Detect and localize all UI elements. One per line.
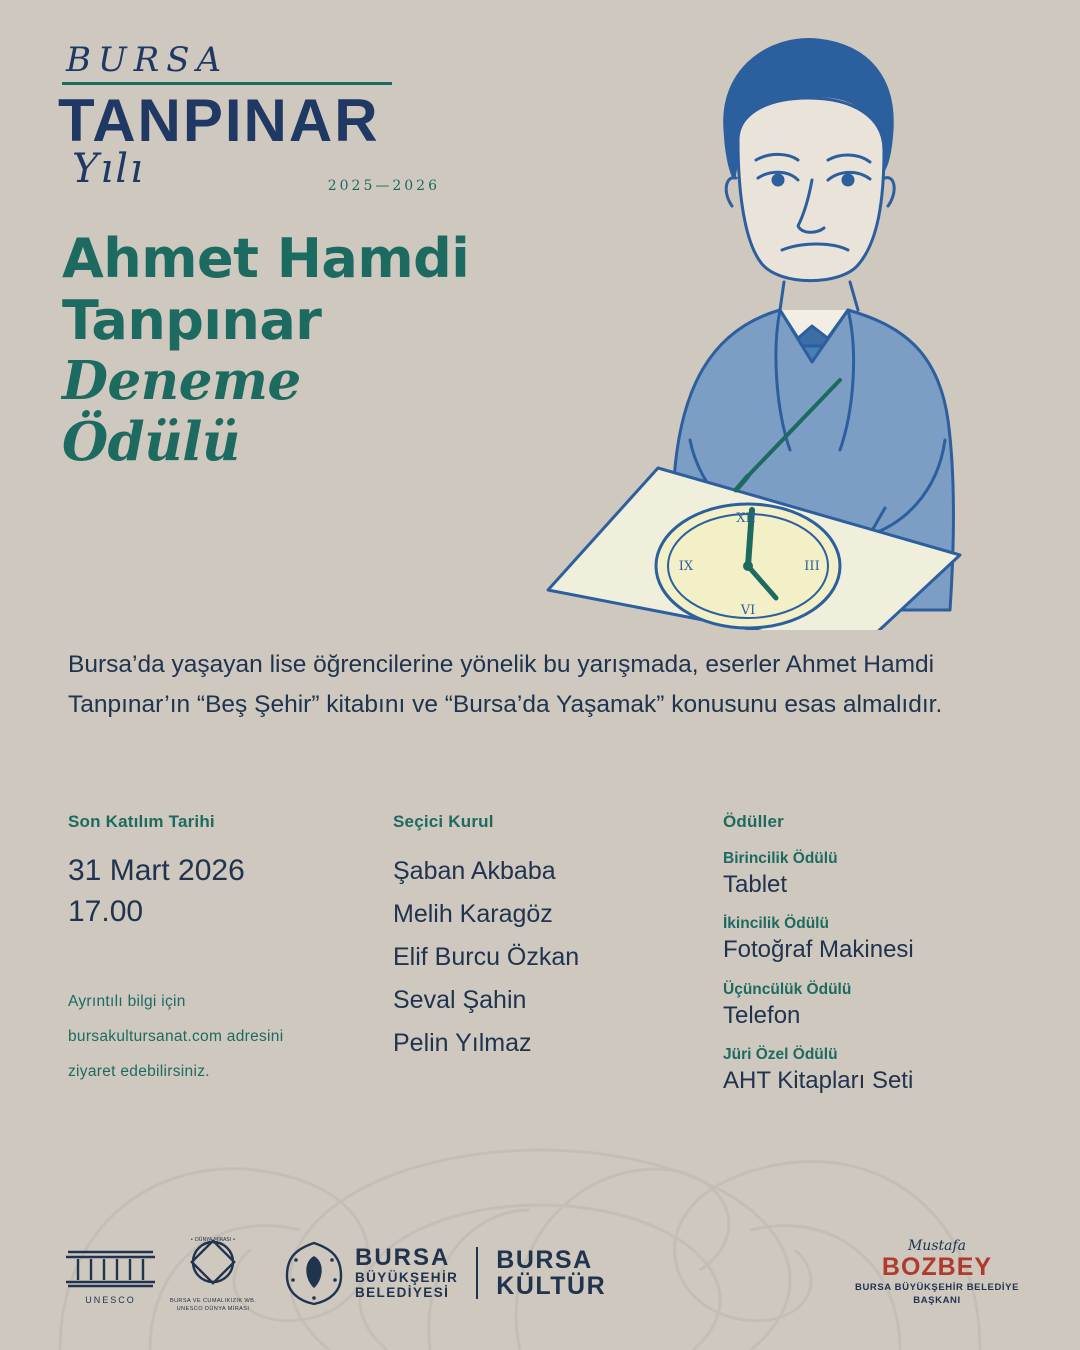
prize-value: Fotoğraf Makinesi (723, 936, 914, 964)
bursa-kultur-line-2: KÜLTÜR (496, 1272, 607, 1300)
jury-member: Pelin Yılmaz (393, 1029, 532, 1057)
svg-text:IX: IX (678, 559, 694, 574)
mayor-signature-block (852, 1238, 1022, 1308)
prize-label: Jüri Özel Ödülü (723, 1046, 838, 1064)
heritage-caption: BURSA VE CUMALIKIZIK WB. UNESCO DÜNYA MİRASI (169, 1298, 257, 1313)
tanpinar-portrait-illustration (540, 10, 1060, 630)
contest-description: Bursa’da yaşayan lise öğrencilerine yönelik bu yarışmada, eserler Ahmet Hamdi Tanpınar’ın “Beş Şehir” kitabını ve “Bursa’da Yaşamak” konusunu esas almalıdır. (68, 651, 943, 718)
jury-heading: Seçici Kurul (393, 812, 494, 831)
title-line-4: Ödülü (62, 410, 240, 473)
prize-label: Birincilik Ödülü (723, 850, 838, 867)
municipality-name (355, 1243, 459, 1301)
svg-text:III: III (804, 559, 820, 574)
bursa-kultur-line-1: BURSA (496, 1245, 593, 1274)
svg-text:VI: VI (740, 603, 756, 618)
bursa-kultur-logo (496, 1247, 606, 1300)
deadline-time: 17.00 (68, 895, 144, 929)
title-line-3: Deneme (62, 350, 301, 413)
svg-text:XII: XII (736, 511, 756, 526)
event-logo (58, 40, 478, 200)
municipality-line-1: BURSA (355, 1243, 451, 1271)
deadline-heading: Son Katılım Tarihi (68, 812, 215, 831)
unesco-temple-icon (58, 1240, 163, 1288)
jury-member: Şaban Akbaba (393, 857, 556, 885)
municipality-line-2: BÜYÜKŞEHİR (355, 1270, 459, 1286)
prize-value: AHT Kitapları Seti (723, 1067, 914, 1095)
prize-label: İkincilik Ödülü (723, 915, 829, 933)
footer-divider (476, 1247, 478, 1299)
title-line-1: Ahmet Hamdi (62, 227, 470, 290)
mayor-first-name: Mustafa (907, 1238, 967, 1254)
deadline-date: 31 Mart 2026 (68, 854, 245, 887)
prizes-column (723, 812, 1008, 1098)
poster-title (62, 228, 582, 472)
world-heritage-icon (172, 1232, 254, 1290)
prize-value: Tablet (723, 871, 788, 898)
jury-member: Elif Burcu Özkan (393, 943, 580, 971)
svg-text:• DÜNYA MİRASI •: • DÜNYA MİRASI • (190, 1237, 236, 1243)
municipality-logo-group (283, 1240, 606, 1306)
info-note: Ayrıntılı bilgi için bursakultursanat.com adresini ziyaret edebilirsiniz. (68, 993, 284, 1080)
prize-value: Telefon (723, 1001, 801, 1029)
world-heritage-logo (158, 1232, 268, 1318)
logo-yili-text: Yılı (72, 146, 145, 192)
unesco-label: UNESCO (85, 1295, 136, 1305)
mayor-surname: BOZBEY (881, 1253, 993, 1281)
prizes-heading: Ödüller (723, 812, 784, 831)
logo-tanpinar-text: TANPINAR (58, 87, 380, 154)
logo-years-text: 2025—2026 (327, 178, 440, 194)
logo-rule (62, 82, 392, 85)
jury-member: Seval Şahin (393, 986, 527, 1014)
jury-member: Melih Karagöz (393, 900, 553, 928)
bursa-crest-icon (283, 1240, 345, 1306)
logo-bursa-text: BURSA (66, 40, 229, 80)
footer-logos (0, 1232, 1080, 1322)
unesco-logo (58, 1240, 163, 1310)
prize-label: Üçüncülük Ödülü (723, 980, 852, 998)
mayor-role: BURSA BÜYÜKŞEHİR BELEDİYE BAŞKANI (854, 1282, 1020, 1307)
municipality-line-3: BELEDİYESİ (355, 1285, 450, 1301)
title-line-2: Tanpınar (62, 288, 322, 352)
jury-column (393, 812, 723, 1098)
